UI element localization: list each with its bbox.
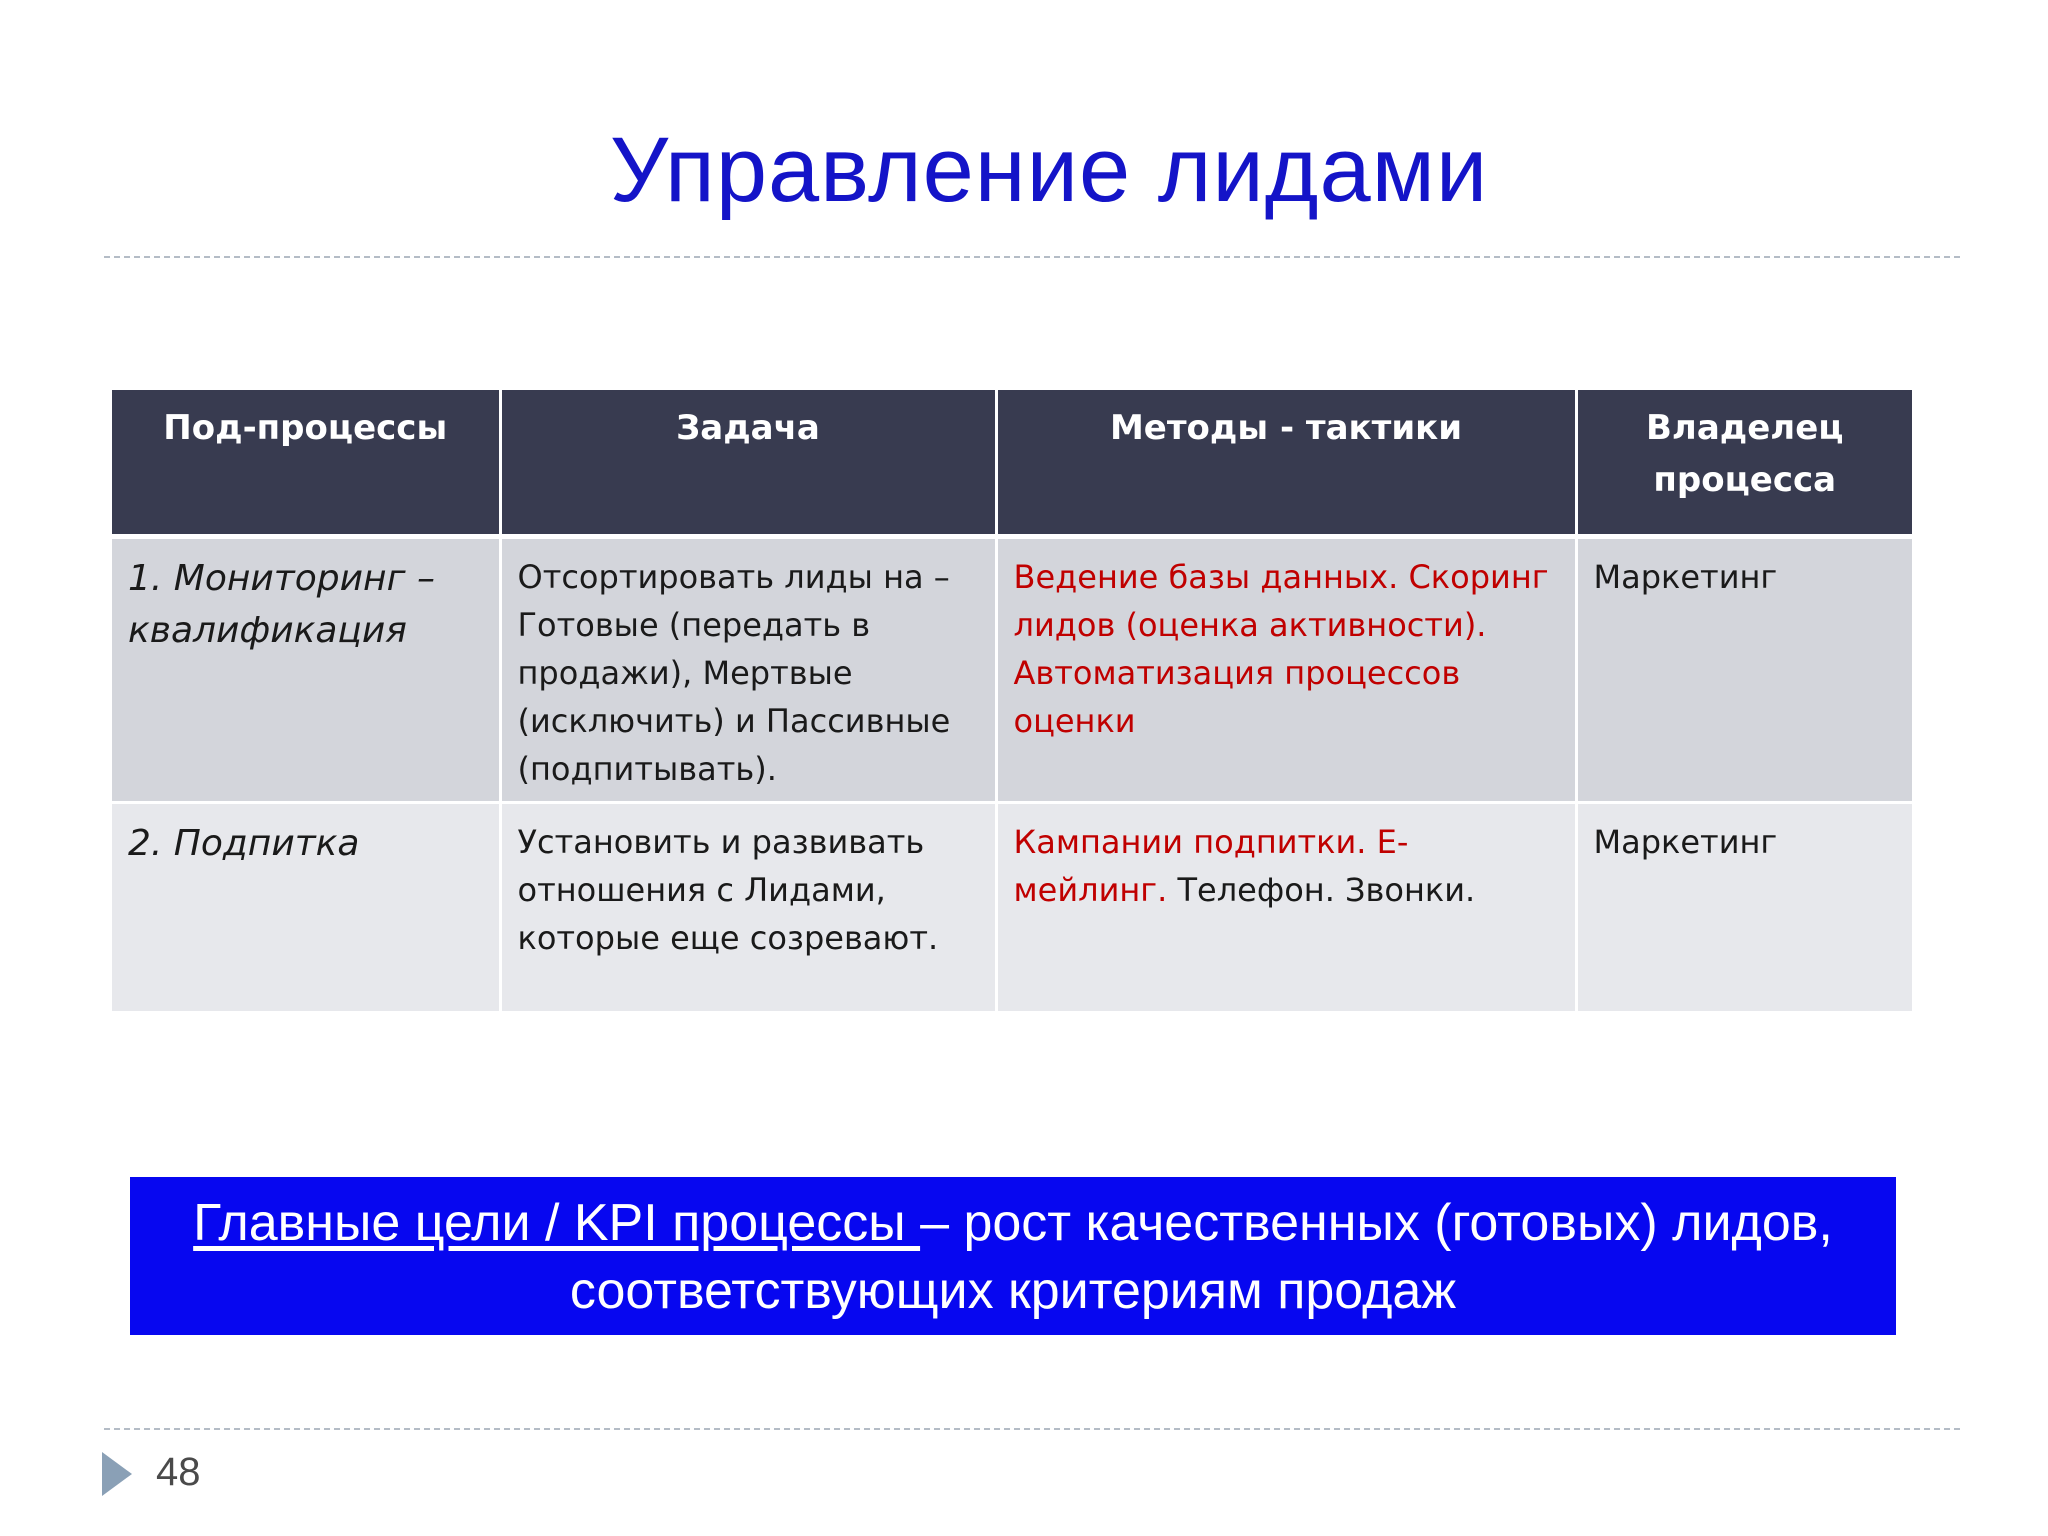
page-number: 48 — [156, 1450, 201, 1494]
kpi-text: – рост качественных (готовых) лидов, соответствующих критериям продаж — [569, 1194, 1833, 1320]
leads-table — [112, 390, 1912, 1014]
slide-title: Управление лидами — [609, 119, 1489, 221]
cell-task: Установить и развивать отношения с Лидами, которые еще созревают. — [500, 802, 996, 1012]
methods-plain: Телефон. Звонки. — [1167, 870, 1476, 909]
bottom-divider — [104, 1428, 1960, 1430]
cell-methods — [996, 802, 1576, 1012]
cell-subprocess: 1. Мониторинг – квалификация — [112, 536, 500, 802]
triangle-right-icon — [102, 1452, 132, 1496]
methods-highlight: Кампании подпитки. Е-мейлинг. — [1013, 822, 1409, 909]
cell-task: Отсортировать лиды на – Готовые (передать в продажи), Мертвые (исключить) и Пассивные (подпитывать). — [500, 536, 996, 802]
top-divider — [104, 256, 1960, 258]
kpi-banner — [130, 1177, 1896, 1335]
cell-methods — [996, 536, 1576, 802]
cell-subprocess: 2. Подпитка — [112, 802, 500, 1012]
cell-owner: Маркетинг — [1576, 802, 1912, 1012]
methods-highlight: Ведение базы данных. Скоринг лидов (оценка активности). Автоматизация процессов оценки — [1013, 557, 1549, 740]
header-subprocesses: Под-процессы — [112, 390, 500, 536]
table-row — [112, 536, 1912, 802]
header-methods: Методы - тактики — [996, 390, 1576, 536]
cell-owner: Маркетинг — [1576, 536, 1912, 802]
header-owner: Владелец процесса — [1576, 390, 1912, 536]
table-row — [112, 802, 1912, 1012]
table-header-row — [112, 390, 1912, 536]
kpi-label: Главные цели / KPI процессы — [193, 1194, 921, 1252]
header-task: Задача — [500, 390, 996, 536]
